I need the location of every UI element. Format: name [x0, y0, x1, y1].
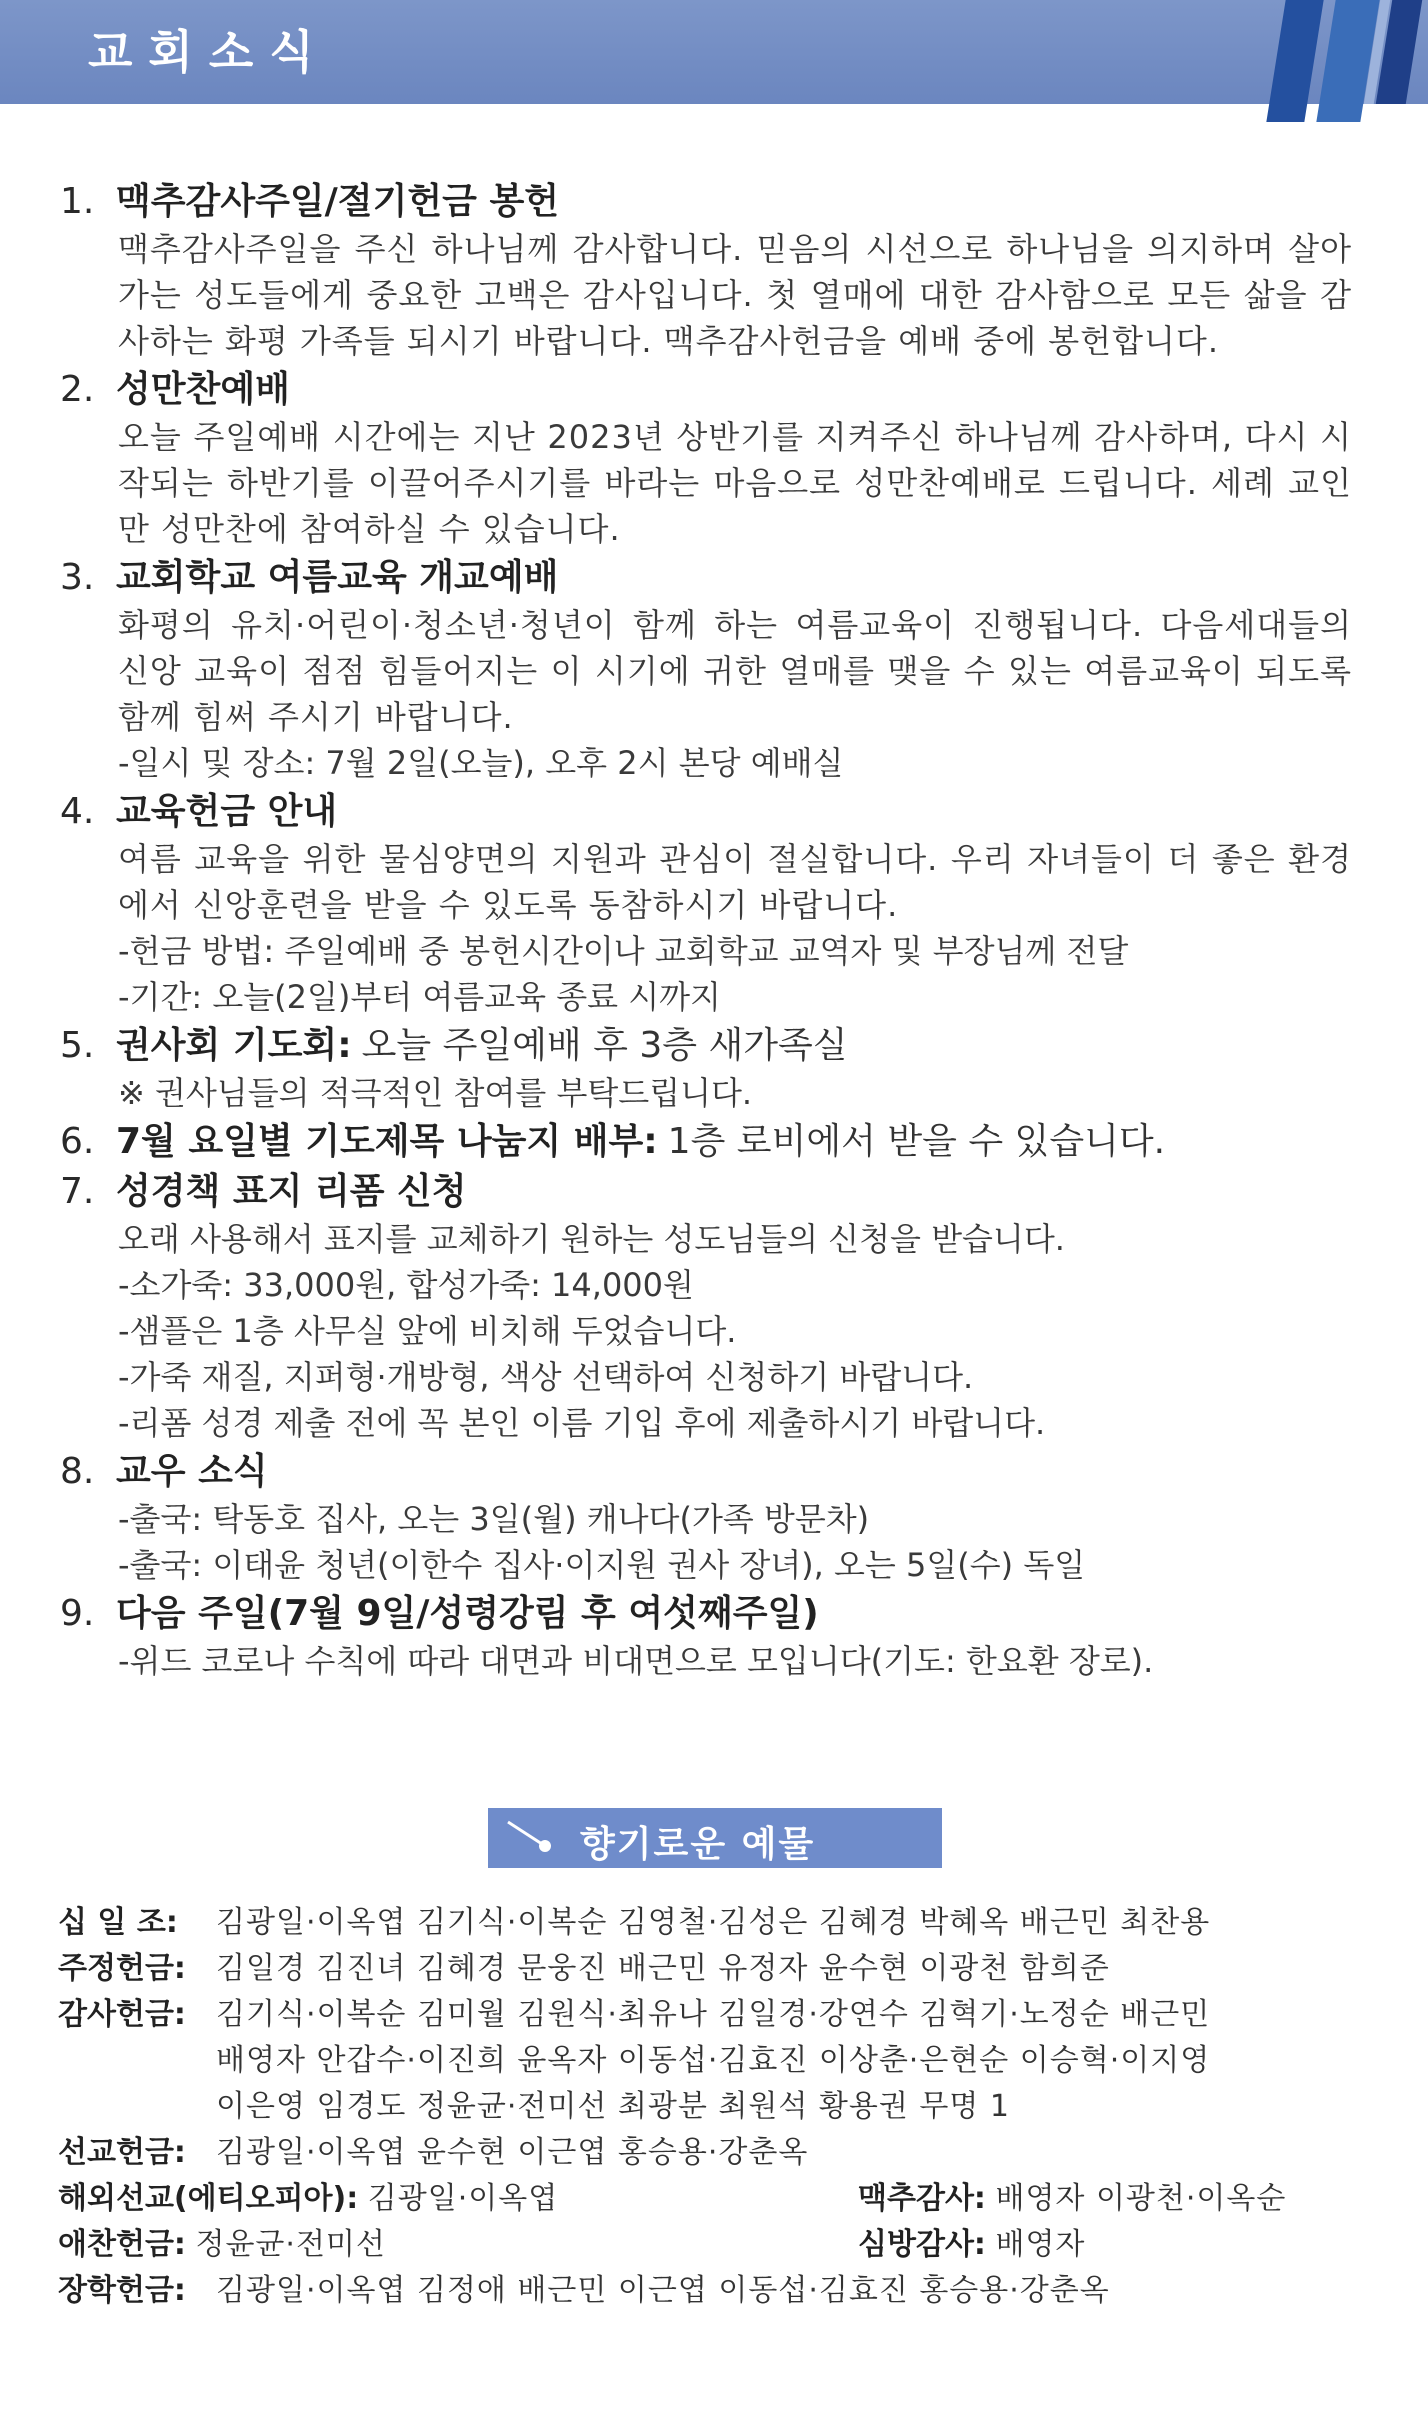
item-title: 다음 주일(7월 9일/성령강림 후 여섯째주일): [116, 1593, 819, 1634]
item-number: 7.: [60, 1171, 95, 1212]
item-inline-text: 오늘 주일예배 후 3층 새가족실: [361, 1025, 848, 1066]
item-title: 성경책 표지 리폼 신청: [116, 1171, 467, 1212]
banner-title: 향기로운 예물: [580, 1824, 816, 1865]
item-number: 8.: [60, 1451, 95, 1492]
item-title: 교우 소식: [116, 1451, 268, 1492]
offering-label: 해외선교(에티오피아):: [58, 2181, 359, 2216]
offering-names-continued: 이은영 임경도 정윤균·전미선 최광분 최원석 황용권 무명 1: [216, 2089, 1010, 2124]
offering-names-continued: 배영자 안갑수·이진희 윤옥자 이동섭·김효진 이상춘·은현순 이승혁·이지영: [216, 2043, 1211, 2078]
item-title: 교육헌금 안내: [116, 791, 338, 832]
header-bar: [0, 0, 1428, 104]
item-number: 1.: [60, 181, 95, 222]
news-item-7: [60, 1168, 1360, 1446]
item-detail-line: -기간: 오늘(2일)부터 여름교육 종료 시까지: [118, 978, 721, 1016]
news-item-4: [60, 788, 1360, 1020]
news-item-9: [60, 1590, 1360, 1684]
offering-row-thanks: [58, 1992, 1368, 2038]
item-detail-line: ※ 권사님들의 적극적인 참여를 부탁드립니다.: [118, 1074, 753, 1112]
news-item-3: [60, 554, 1360, 786]
item-detail-line: -위드 코로나 수칙에 따라 대면과 비대면으로 모입니다(기도: 한요환 장로).: [118, 1642, 1154, 1680]
news-item-8: [60, 1448, 1360, 1588]
item-detail-line: -일시 및 장소: 7월 2일(오늘), 오후 2시 본당 예배실: [118, 744, 844, 782]
item-detail-line: -출국: 이태윤 청년(이한수 집사·이지원 권사 장녀), 오는 5일(수) 독일: [118, 1546, 1086, 1584]
offering-label: 십 일 조:: [58, 1905, 178, 1940]
offering-row-mission: [58, 2130, 1368, 2176]
offering-names: 김광일·이옥엽 김기식·이복순 김영철·김성은 김혜경 박혜옥 배근민 최찬용: [216, 1905, 1211, 1940]
offering-row-tithe: [58, 1900, 1368, 1946]
item-body: 맥추감사주일을 주신 하나님께 감사합니다. 믿음의 시선으로 하나님을 의지하며 살아가는 성도들에게 중요한 고백은 감사입니다. 첫 열매에 대한 감사함으로 모든 삶을 감사하는 화평 가족들 되시기 바랍니다. 맥추감사헌금을 예배 중에 봉헌합니다.: [118, 230, 1352, 360]
offering-row-scholarship: [58, 2268, 1368, 2314]
item-inline-text: 1층 로비에서 받을 수 있습니다.: [667, 1121, 1166, 1162]
item-number: 6.: [60, 1121, 95, 1162]
offering-names: 김광일·이옥엽 윤수현 이근엽 홍승용·강춘옥: [216, 2135, 809, 2170]
offering-names: 김일경 김진녀 김혜경 문웅진 배근민 유정자 윤수현 이광천 함희준: [216, 1951, 1110, 1986]
item-body: 오래 사용해서 표지를 교체하기 원하는 성도님들의 신청을 받습니다.: [118, 1220, 1065, 1258]
item-title: 권사회 기도회:: [116, 1025, 352, 1066]
offering-label: 주정헌금:: [58, 1951, 186, 1986]
item-detail-line: -가죽 재질, 지퍼형·개방형, 색상 선택하여 신청하기 바랍니다.: [118, 1358, 974, 1396]
news-list: [60, 178, 1360, 1686]
item-body: 오늘 주일예배 시간에는 지난 2023년 상반기를 지켜주신 하나님께 감사하며, 다시 시작되는 하반기를 이끌어주시기를 바라는 마음으로 성만찬예배로 드립니다. 세례 교인만 성만찬에 참여하실 수 있습니다.: [118, 418, 1352, 548]
offering-names: 김광일·이옥엽: [367, 2181, 559, 2216]
item-detail-line: -헌금 방법: 주일예배 중 봉헌시간이나 교회학교 교역자 및 부장님께 전달: [118, 932, 1129, 970]
offering-list: [58, 1900, 1368, 2314]
item-body: 화평의 유치·어린이·청소년·청년이 함께 하는 여름교육이 진행됩니다. 다음세대들의 신앙 교육이 점점 힘들어지는 이 시기에 귀한 열매를 맺을 수 있는 여름교육이 되도록 함께 힘써 주시기 바랍니다.: [118, 606, 1352, 736]
offering-label: 선교헌금:: [58, 2135, 186, 2170]
item-title: 성만찬예배: [116, 369, 290, 410]
news-item-1: [60, 178, 1360, 364]
offering-label: 장학헌금:: [58, 2273, 186, 2308]
item-title: 맥추감사주일/절기헌금 봉헌: [116, 181, 559, 222]
item-body: 여름 교육을 위한 물심양면의 지원과 관심이 절실합니다. 우리 자녀들이 더 좋은 환경에서 신앙훈련을 받을 수 있도록 동참하시기 바랍니다.: [118, 840, 1352, 924]
offering-names: 배영자 이광천·이옥순: [995, 2181, 1287, 2216]
offering-names: 정윤균·전미선: [195, 2227, 386, 2262]
news-item-5: [60, 1022, 1360, 1116]
offering-names: 김광일·이옥엽 김정애 배근민 이근엽 이동섭·김효진 홍승용·강춘옥: [216, 2273, 1110, 2308]
news-item-6: [60, 1118, 1360, 1166]
item-detail-line: -출국: 탁동호 집사, 오는 3일(월) 캐나다(가족 방문차): [118, 1500, 870, 1538]
item-number: 9.: [60, 1593, 95, 1634]
item-number: 2.: [60, 369, 95, 410]
offering-label: 심방감사:: [858, 2227, 986, 2262]
item-number: 5.: [60, 1025, 95, 1066]
arrow-pointer-icon: [502, 1816, 562, 1860]
offering-row-fellowship: [58, 2222, 1368, 2268]
news-item-2: [60, 366, 1360, 552]
offering-label: 감사헌금:: [58, 1997, 186, 2032]
offering-banner: [488, 1808, 942, 1868]
offering-label: 애찬헌금:: [58, 2227, 186, 2262]
page-title: 교회소식: [88, 25, 330, 79]
offering-names: 김기식·이복순 김미월 김원식·최유나 김일경·강연수 김혁기·노정순 배근민: [216, 1997, 1211, 2032]
offering-names: 배영자: [995, 2227, 1086, 2262]
offering-label: 맥추감사:: [858, 2181, 986, 2216]
item-title: 교회학교 여름교육 개교예배: [116, 557, 559, 598]
item-title: 7월 요일별 기도제목 나눔지 배부:: [116, 1121, 658, 1162]
item-number: 4.: [60, 791, 95, 832]
item-detail-line: -소가죽: 33,000원, 합성가죽: 14,000원: [118, 1266, 694, 1304]
item-detail-line: -샘플은 1층 사무실 앞에 비치해 두었습니다.: [118, 1312, 737, 1350]
item-number: 3.: [60, 557, 95, 598]
item-detail-line: -리폼 성경 제출 전에 꼭 본인 이름 기입 후에 제출하시기 바랍니다.: [118, 1404, 1046, 1442]
offering-row-weekly: [58, 1946, 1368, 1992]
offering-row-overseas: [58, 2176, 1368, 2222]
